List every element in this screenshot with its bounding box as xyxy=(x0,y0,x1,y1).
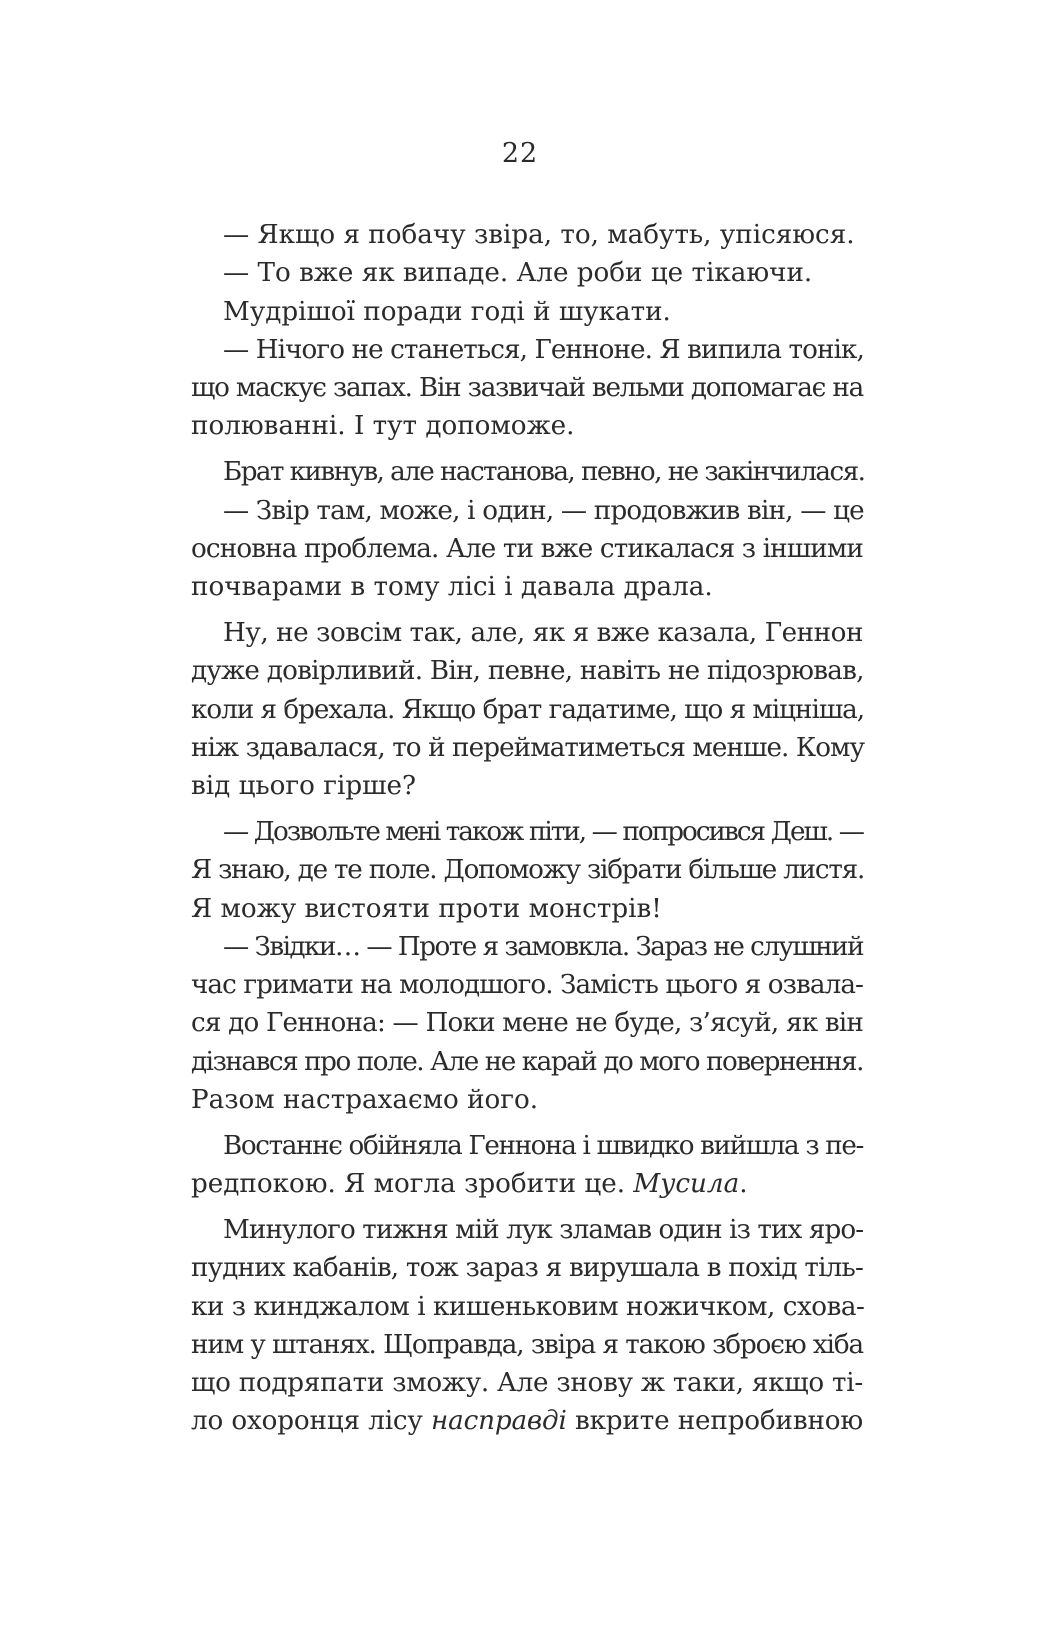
text-line: — Звідки… — Проте я замовкла. Зараз не слушний xyxy=(223,931,864,962)
text-line: — Нічого не станеться, Генноне. Я випила тонік, xyxy=(223,334,864,365)
text-line: дуже довірливий. Він, певне, навіть не підозрював, xyxy=(191,656,864,687)
text-line: Разом настрахаємо його. xyxy=(191,1085,539,1116)
text-segment: редпокою. Я могла зробити це. xyxy=(191,1169,634,1200)
text-segment: вкрите непробивною xyxy=(566,1406,864,1437)
text-line: полюванні. І тут допоможе. xyxy=(191,411,575,442)
text-line: що маскує запах. Він зазвичай вельми допомагає на xyxy=(191,373,863,404)
text-line: час гримати на молодшого. Замість цього я озвала- xyxy=(191,970,863,1001)
text-line: ки з кинджалом і кишеньковим ножичком, схова- xyxy=(191,1291,865,1322)
text-line: — То вже як випаде. Але роби це тікаючи. xyxy=(223,258,813,289)
text-line: — Якщо я побачу звіра, то, мабуть, упісяюся. xyxy=(223,220,855,250)
text-line: — Звір там, може, і один, — продовжив він, — це xyxy=(223,495,864,526)
text-line: що подряпати зможу. Але знову ж таки, якщо ті- xyxy=(191,1368,863,1399)
text-line: — Дозвольте мені також піти, — попросився Деш. — xyxy=(223,816,863,847)
text-line: від цього гірше? xyxy=(191,771,416,802)
text-line: коли я брехала. Якщо брат гадатиме, що я міцніша, xyxy=(191,694,865,725)
text-line xyxy=(191,1165,863,1203)
text-line: ніж здавалася, то й перейматиметься менше. Кому xyxy=(191,732,865,763)
page-number: 22 xyxy=(501,138,539,169)
text-line: Минулого тижня мій лук зламав один із тих яро- xyxy=(223,1214,864,1245)
text-line: Востаннє обійняла Геннона і швидко вийшла з пе- xyxy=(223,1130,863,1161)
text-line: Ну, не зовсім так, але, як я вже казала, Геннон xyxy=(223,617,863,648)
body-text xyxy=(191,216,863,1441)
text-line: ним у штанях. Щоправда, звіра я такою зброєю хіба xyxy=(191,1329,863,1360)
text-segment: . xyxy=(739,1169,748,1200)
text-line: основна проблема. Але ти вже стикалася з іншими xyxy=(191,533,863,564)
text-line: почварами в тому лісі і давала драла. xyxy=(191,572,713,603)
text-line xyxy=(191,1402,863,1440)
italic-emphasis: насправді xyxy=(431,1406,567,1437)
italic-emphasis: Мусила xyxy=(633,1169,740,1200)
text-segment: ло охоронця лісу xyxy=(191,1406,432,1437)
text-line: ся до Геннона: — Поки мене не буде, з’ясуй, як він xyxy=(191,1008,863,1039)
text-line: Брат кивнув, але настанова, певно, не закінчилася. xyxy=(223,457,865,488)
text-line: Я знаю, де те поле. Допоможу зібрати більше листя. xyxy=(191,855,865,886)
text-line: Мудрішої поради годі й шукати. xyxy=(223,296,671,327)
text-line: Я можу вистояти проти монстрів! xyxy=(191,893,662,924)
text-line: дізнався про поле. Але не карай до мого повернення. xyxy=(191,1046,863,1077)
text-line: пудних кабанів, тож зараз я вирушала в похід тіль- xyxy=(191,1253,863,1284)
